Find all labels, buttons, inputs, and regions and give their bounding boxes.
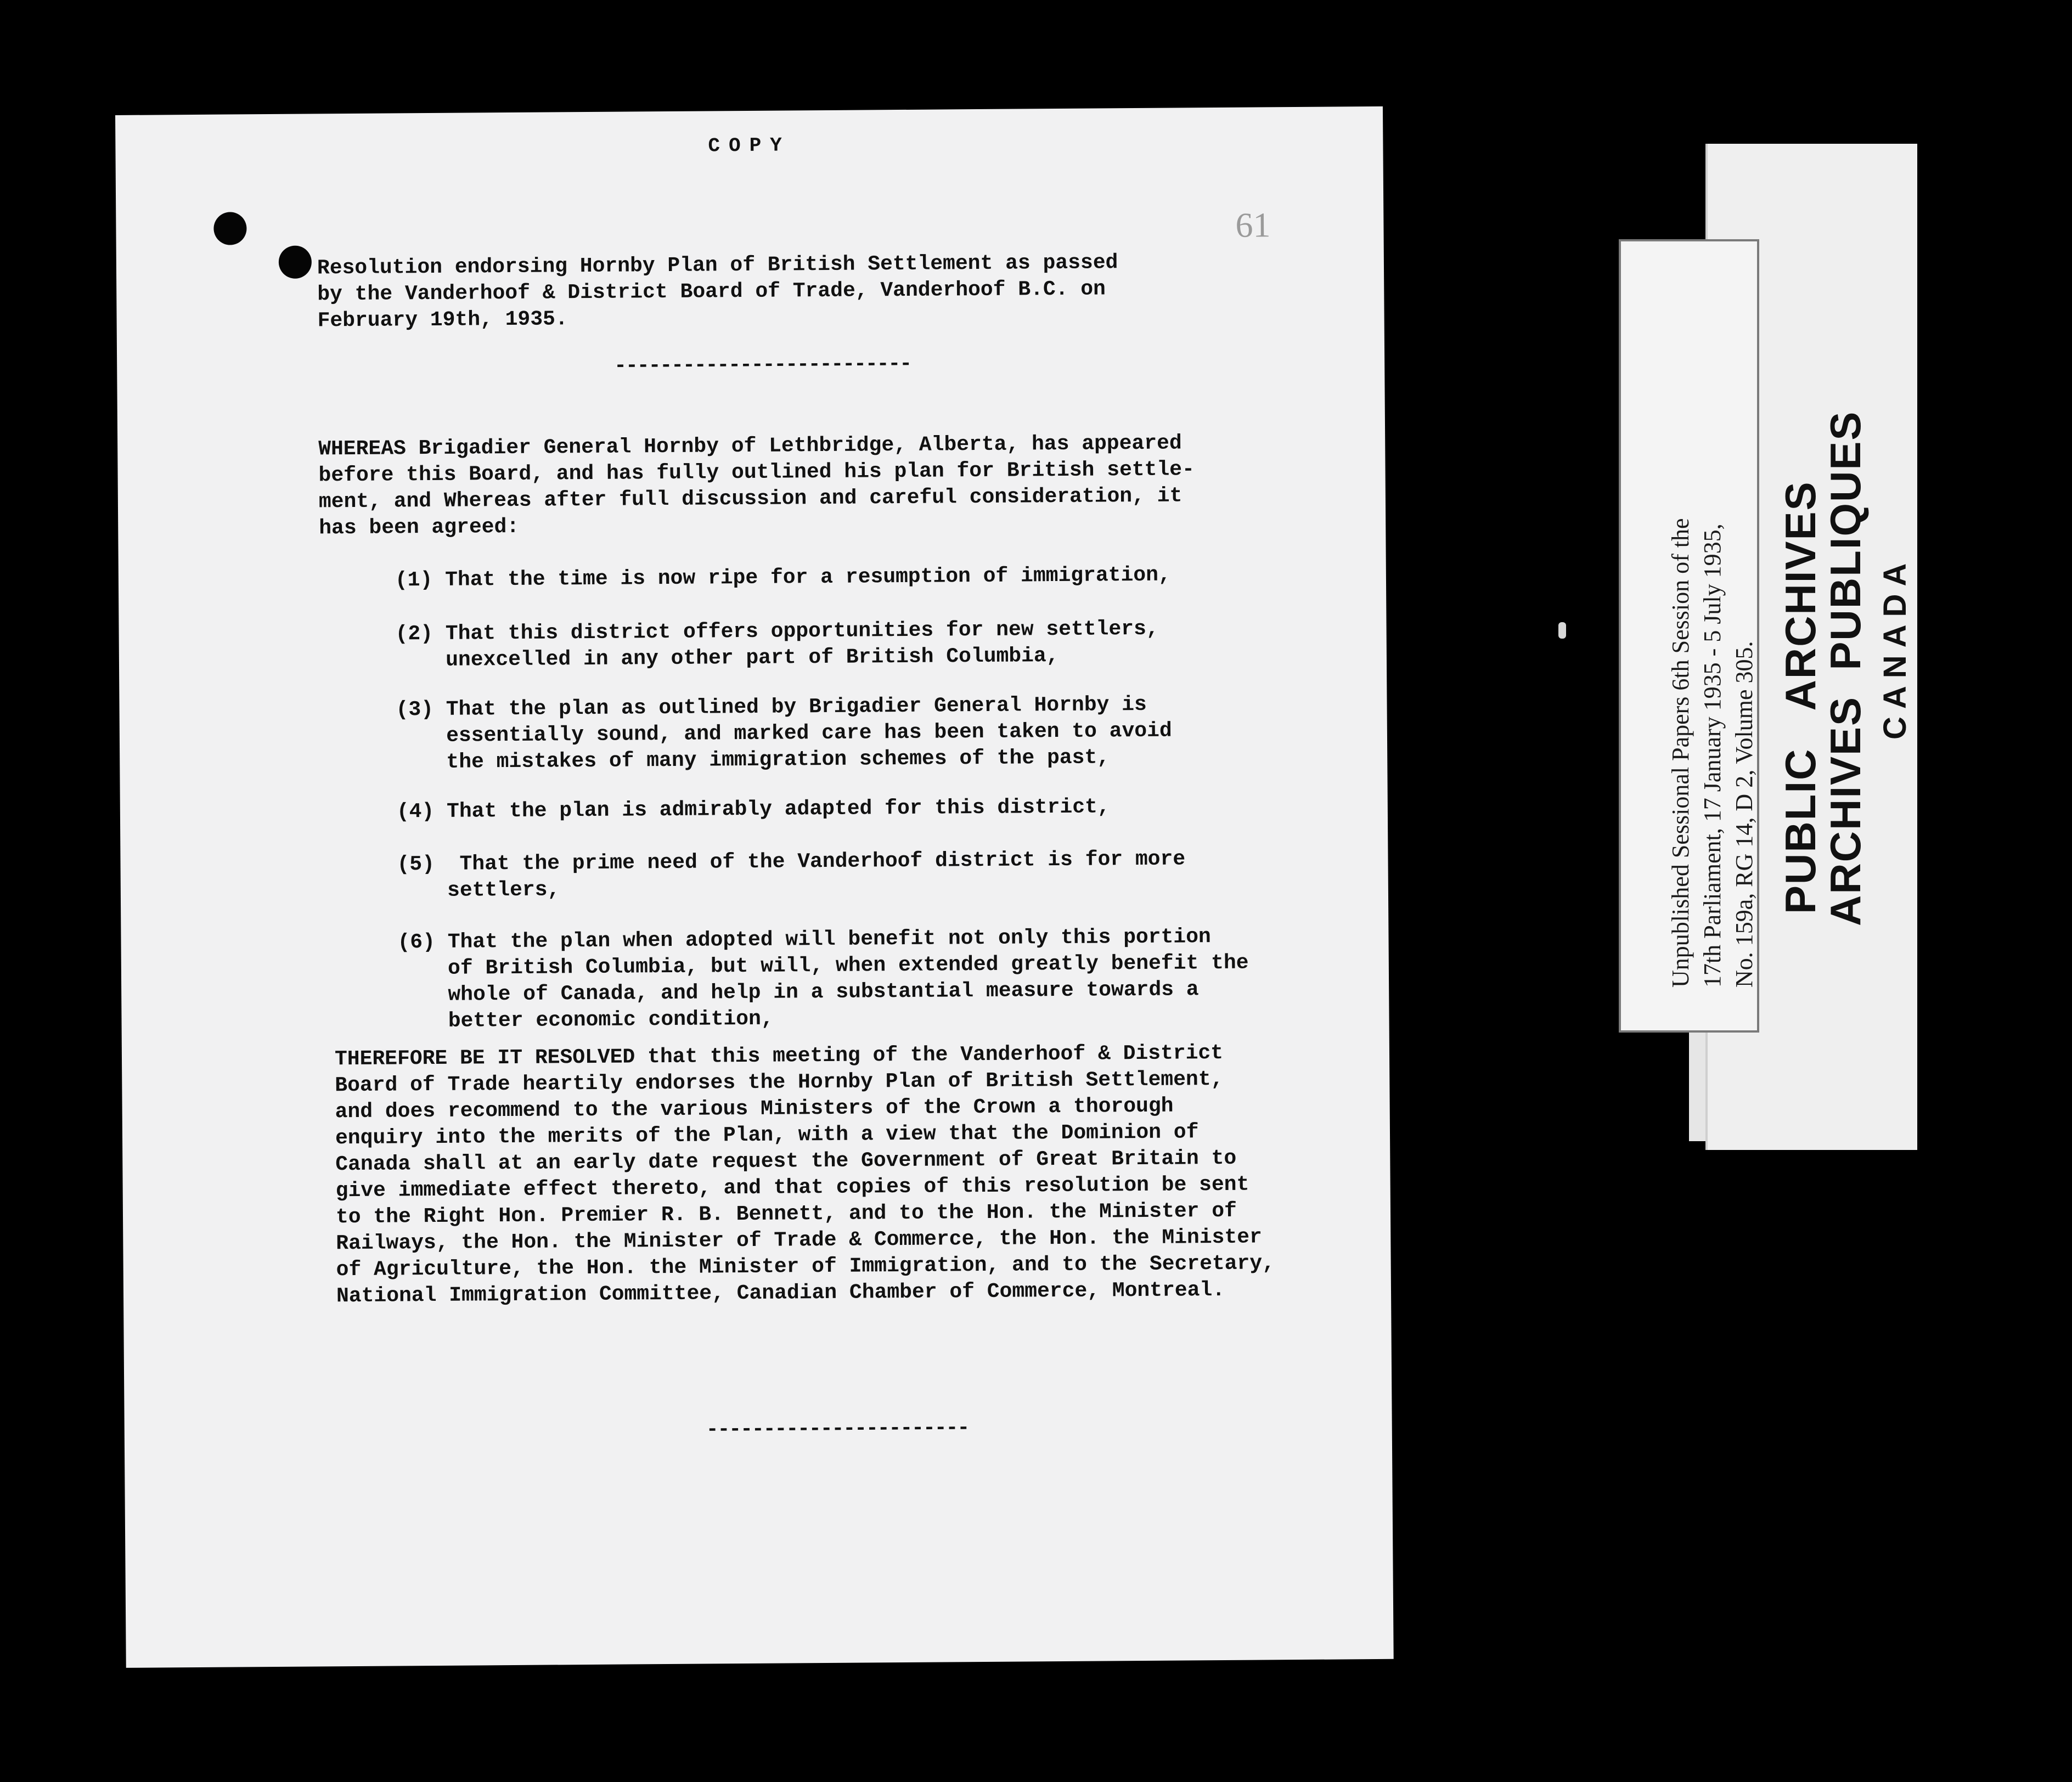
copy-heading: COPY xyxy=(708,134,791,157)
punch-hole xyxy=(213,212,246,245)
divider-rule: -------------------------- xyxy=(614,352,911,378)
film-speck xyxy=(1558,622,1566,639)
archives-stamp-country: CANADA xyxy=(1877,555,1913,740)
resolution-item-3: (3) That the plan as outlined by Brigadier General Hornby is essentially sound, and marked care has been taken to avoid the mistakes of many immigration schemes of the past, xyxy=(396,692,1172,775)
resolution-item-5: (5) That the prime need of the Vanderhoof district is for more settlers, xyxy=(397,847,1186,903)
resolution-item-2: (2) That this district offers opportunities for new settlers, unexcelled in any other part of British Columbia, xyxy=(395,617,1159,673)
archive-reference-note: Unpublished Sessional Papers 6th Session of the 17th Parliament, 17 January 1935 - 5 July 1935, No. 159a, RG 14, D 2, Volume 305. xyxy=(1667,518,1758,988)
resolution-item-4: (4) That the plan is admirably adapted for this district, xyxy=(396,795,1110,824)
resolution-title: Resolution endorsing Hornby Plan of British Settlement as passed by the Vanderhoof & District Board of Trade, Vanderhoof B.C. on February 19th, 1935. xyxy=(317,251,1118,333)
archives-stamp-french: ARCHIVES PUBLIQUES xyxy=(1821,410,1870,926)
punch-hole xyxy=(279,246,312,279)
archives-stamp-english: PUBLIC ARCHIVES xyxy=(1776,481,1825,914)
whereas-paragraph: WHEREAS Brigadier General Hornby of Lethbridge, Alberta, has appeared before this Board, and has fully outlined his plan for British settle- ment, and Whereas after full discussion and careful consideration, it has been agreed: xyxy=(318,431,1195,540)
folio-number: 61 xyxy=(1235,205,1271,245)
resolution-item-1: (1) That the time is now ripe for a resumption of immigration, xyxy=(395,563,1171,593)
resolved-paragraph: THEREFORE BE IT RESOLVED that this meeting of the Vanderhoof & District Board of Trade heartily endorses the Hornby Plan of British Settlement, and does recommend to the various Ministers of the Crown a thorough enquiry into the merits of the Plan, with a view that the Dominion of Canada shall at an early date request the Government of Great Britain to give immediate effect thereto, and that copies of this resolution be sent to the Right Hon. Premier R. B. Bennett, and to the Hon. the Minister of Railways, the Hon. the Minister of Trade & Commerce, the Hon. the Minister of Agriculture, the Hon. the Minister of Immigration, and to the Secretary, National Immigration Committee, Canadian Chamber of Commerce, Montreal. xyxy=(334,1041,1275,1309)
resolution-item-6: (6) That the plan when adopted will benefit not only this portion of British Columbia, but will, when extended greatly benefit the whole of Canada, and help in a substantial measure towards a better economic condition, xyxy=(397,925,1249,1034)
typed-document-page xyxy=(115,106,1394,1668)
divider-rule: ----------------------- xyxy=(706,1416,969,1442)
